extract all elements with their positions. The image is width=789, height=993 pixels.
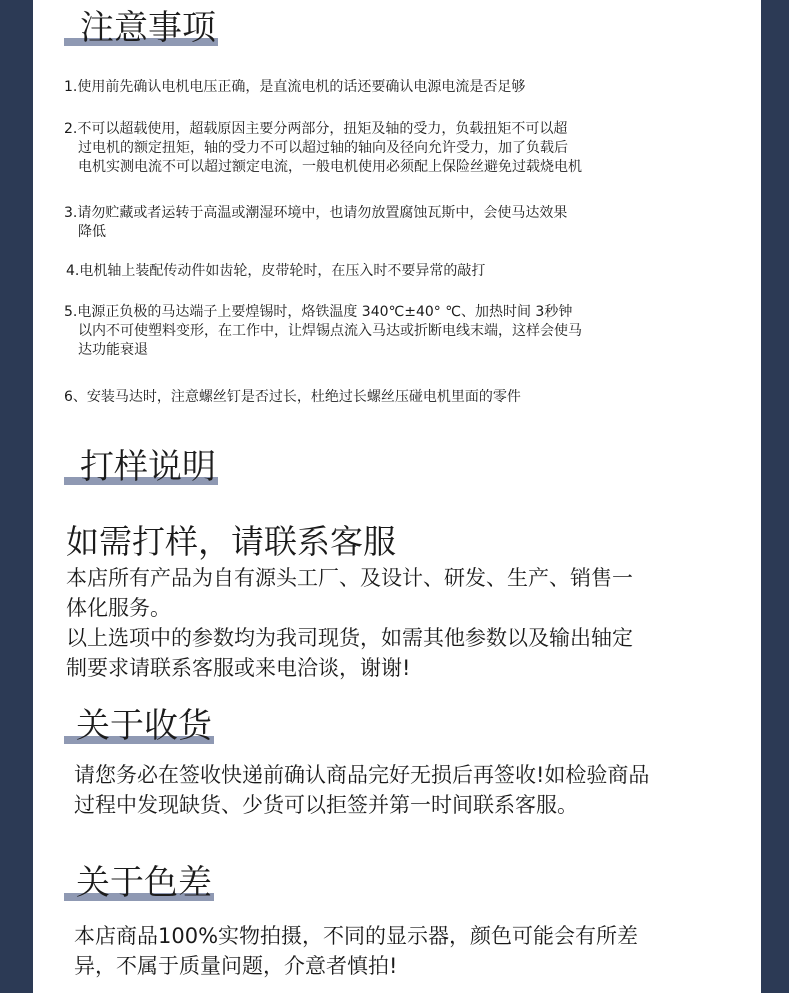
receipt-heading: 关于收货 — [76, 706, 212, 746]
receipt-body — [74, 760, 649, 820]
color-heading: 关于色差 — [76, 863, 212, 903]
sample-body-line-3: 以上选项中的参数均为我司现货，如需其他参数以及输出轴定 — [66, 626, 633, 650]
receipt-body-line-1: 请您务必在签收快递前确认商品完好无损后再签收!如检验商品 — [74, 763, 650, 787]
notes-item-4 — [66, 262, 485, 281]
notes-item-3-line-1: 3.请勿贮藏或者运转于高温或潮湿环境中，也请勿放置腐蚀瓦斯中，会使马达效果 — [64, 205, 568, 221]
notes-item-1-line-1: 1.使用前先确认电机电压正确，是直流电机的话还要确认电源电流是否足够 — [64, 79, 526, 95]
notes-item-6 — [64, 388, 521, 407]
notes-item-2-line-3: 电机实测电流不可以超过额定电流，一般电机使用必须配上保险丝避免过载烧电机 — [78, 159, 582, 175]
notes-item-2 — [64, 120, 582, 177]
sample-body-line-4: 制要求请联系客服或来电洽谈，谢谢! — [66, 656, 411, 680]
notes-item-5-line-1: 5.电源正负极的马达端子上要煌锡时，烙铁温度 340℃±40° ℃、加热时间 3秒钟 — [64, 304, 573, 320]
color-body-line-1: 本店商品100%实物拍摄，不同的显示器，颜色可能会有所差 — [74, 924, 639, 948]
notes-item-2-line-1: 2.不可以超载使用，超载原因主要分两部分，扭矩及轴的受力，负载扭矩不可以超 — [64, 121, 568, 137]
notes-item-1 — [64, 78, 525, 97]
notes-item-6-line-1: 6、安装马达时，注意螺丝钉是否过长，杜绝过长螺丝压碰电机里面的零件 — [64, 389, 521, 405]
notes-item-2-line-2: 过电机的额定扭矩，轴的受力不可以超过轴的轴向及径向允许受力，加了负载后 — [78, 140, 568, 156]
sample-title: 如需打样，请联系客服 — [66, 522, 396, 561]
sample-body — [66, 563, 633, 683]
color-body — [74, 921, 638, 981]
notes-item-5-line-3: 达功能衰退 — [78, 342, 148, 358]
notes-item-5-line-2: 以内不可使塑料变形，在工作中，让焊锡点流入马达或折断电线末端，这样会使马 — [78, 323, 582, 339]
notes-item-3-line-2: 降低 — [78, 224, 106, 240]
notes-item-4-line-1: 4.电机轴上装配传动件如齿轮，皮带轮时，在压入时不要异常的敲打 — [66, 263, 486, 279]
sample-heading: 打样说明 — [80, 447, 216, 487]
notes-heading: 注意事项 — [80, 8, 216, 48]
notes-item-5 — [64, 303, 582, 360]
notes-item-3 — [64, 204, 567, 242]
receipt-body-line-2: 过程中发现缺货、少货可以拒签并第一时间联系客服。 — [74, 793, 578, 817]
sample-body-line-2: 体化服务。 — [66, 596, 171, 620]
sample-body-line-1: 本店所有产品为自有源头工厂、及设计、研发、生产、销售一 — [66, 566, 633, 590]
color-body-line-2: 异，不属于质量问题，介意者慎拍! — [74, 954, 398, 978]
